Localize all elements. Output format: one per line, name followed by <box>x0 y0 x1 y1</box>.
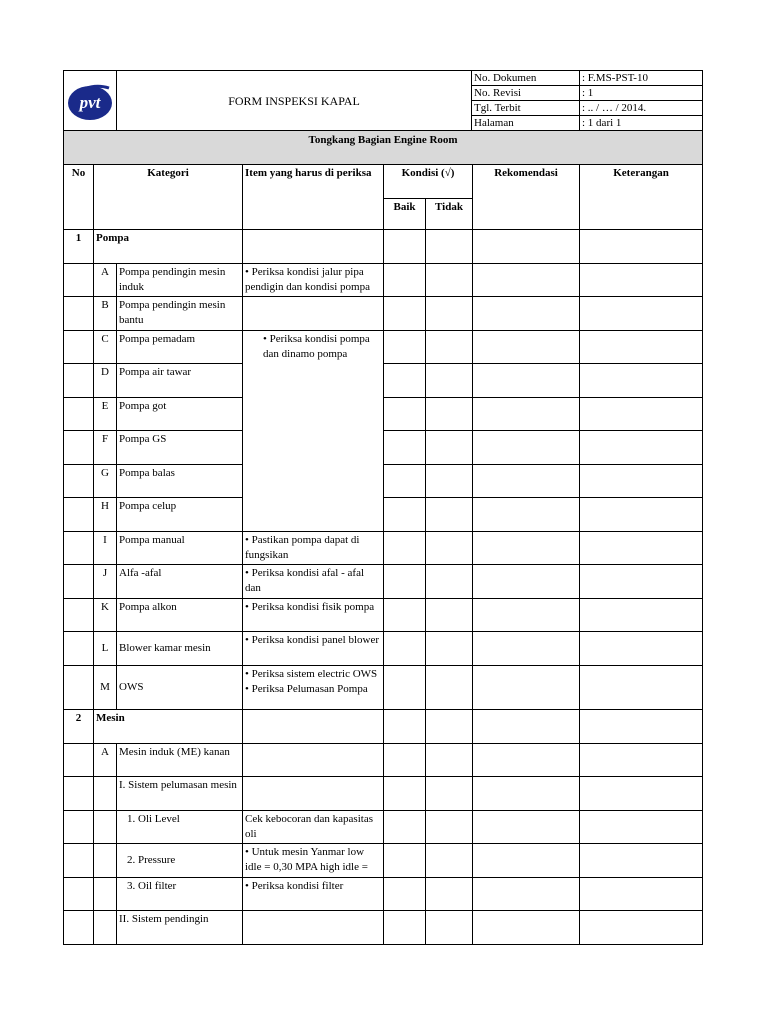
meta-label: Halaman <box>472 116 580 131</box>
baik-checkbox[interactable] <box>384 878 426 911</box>
baik-checkbox[interactable] <box>384 297 426 331</box>
item-cell: Cek kebocoran dan kapasitas oli <box>243 811 384 844</box>
keterangan-field[interactable] <box>580 911 703 945</box>
no-cell <box>64 498 94 532</box>
meta-label: No. Revisi <box>472 86 580 101</box>
item-cell <box>243 297 384 331</box>
keterangan-field[interactable] <box>580 599 703 632</box>
no-cell <box>64 364 94 398</box>
baik-checkbox[interactable] <box>384 331 426 364</box>
rekomendasi-field[interactable] <box>473 331 580 364</box>
no-cell <box>64 431 94 465</box>
baik-checkbox[interactable] <box>384 465 426 498</box>
row-letter: G <box>94 465 117 498</box>
row-letter: L <box>94 632 117 666</box>
tidak-checkbox[interactable] <box>426 811 473 844</box>
kategori-cell: Pompa GS <box>117 431 243 465</box>
tidak-checkbox[interactable] <box>426 911 473 945</box>
no-cell <box>64 744 94 777</box>
rekomendasi-field[interactable] <box>473 811 580 844</box>
col-item: Item yang harus di periksa <box>243 165 384 230</box>
row-letter: F <box>94 431 117 465</box>
col-baik: Baik <box>384 199 426 230</box>
col-rekomendasi: Rekomendasi <box>473 165 580 230</box>
row-letter: C <box>94 331 117 364</box>
rekomendasi-field[interactable] <box>473 230 580 264</box>
keterangan-field[interactable] <box>580 230 703 264</box>
keterangan-field[interactable] <box>580 297 703 331</box>
inspection-table <box>63 130 703 945</box>
kategori-cell: Pompa got <box>117 398 243 431</box>
row-letter: H <box>94 498 117 532</box>
row-letter: B <box>94 297 117 331</box>
keterangan-field[interactable] <box>580 532 703 565</box>
no-cell <box>64 599 94 632</box>
kategori-cell: Pompa pendingin mesin induk <box>117 264 243 297</box>
no-cell <box>64 878 94 911</box>
keterangan-field[interactable] <box>580 878 703 911</box>
baik-checkbox[interactable] <box>384 498 426 532</box>
item-cell <box>243 777 384 811</box>
row-letter: A <box>94 264 117 297</box>
baik-checkbox[interactable] <box>384 811 426 844</box>
no-cell <box>64 565 94 599</box>
baik-checkbox[interactable] <box>384 431 426 465</box>
tidak-checkbox[interactable] <box>426 364 473 398</box>
meta-value: : .. / … / 2014. <box>580 101 703 116</box>
item-line: • Periksa sistem electric OWS <box>245 668 378 680</box>
item-cell: • Periksa kondisi afal - afal dan <box>243 565 384 599</box>
baik-checkbox[interactable] <box>384 632 426 666</box>
baik-checkbox[interactable] <box>384 565 426 599</box>
letter-cell <box>94 878 117 911</box>
pvt-logo-icon <box>65 74 115 124</box>
row-letter: M <box>94 666 117 710</box>
baik-checkbox[interactable] <box>384 230 426 264</box>
kategori-cell: OWS <box>117 666 243 710</box>
letter-cell <box>94 777 117 811</box>
section-name: Mesin <box>94 710 243 744</box>
meta-label: No. Dokumen <box>472 71 580 86</box>
item-cell: • Periksa kondisi fisik pompa <box>243 599 384 632</box>
rekomendasi-field[interactable] <box>473 264 580 297</box>
baik-checkbox[interactable] <box>384 364 426 398</box>
keterangan-field[interactable] <box>580 364 703 398</box>
keterangan-field[interactable] <box>580 777 703 811</box>
item-cell: • Periksa kondisi jalur pipa pendigin dan kondisi pompa <box>243 264 384 297</box>
letter-cell <box>94 911 117 945</box>
no-cell <box>64 777 94 811</box>
baik-checkbox[interactable] <box>384 599 426 632</box>
no-cell <box>64 811 94 844</box>
item-cell <box>243 666 384 710</box>
kategori-cell: Pompa pendingin mesin bantu <box>117 297 243 331</box>
rekomendasi-field[interactable] <box>473 498 580 532</box>
keterangan-field[interactable] <box>580 565 703 599</box>
rekomendasi-field[interactable] <box>473 710 580 744</box>
item-cell <box>243 744 384 777</box>
col-kondisi: Kondisi (√) <box>384 165 473 199</box>
rekomendasi-field[interactable] <box>473 632 580 666</box>
no-cell <box>64 331 94 364</box>
section-no: 2 <box>64 710 94 744</box>
item-line: • Periksa Pelumasan Pompa <box>245 683 368 695</box>
item-cell: • Periksa kondisi panel blower <box>243 632 384 666</box>
rekomendasi-field[interactable] <box>473 565 580 599</box>
letter-cell <box>94 844 117 878</box>
tidak-checkbox[interactable] <box>426 230 473 264</box>
item-cell-merged: • Periksa kondisi pompa dan dinamo pompa <box>243 331 384 532</box>
kategori-cell: Pompa manual <box>117 532 243 565</box>
tidak-checkbox[interactable] <box>426 744 473 777</box>
tidak-checkbox[interactable] <box>426 777 473 811</box>
tidak-checkbox[interactable] <box>426 710 473 744</box>
meta-value: : F.MS-PST-10 <box>580 71 703 86</box>
no-cell <box>64 465 94 498</box>
keterangan-field[interactable] <box>580 331 703 364</box>
row-letter: E <box>94 398 117 431</box>
item-cell <box>243 230 384 264</box>
no-cell <box>64 264 94 297</box>
kategori-cell: 2. Pressure <box>117 844 243 878</box>
keterangan-field[interactable] <box>580 264 703 297</box>
tidak-checkbox[interactable] <box>426 264 473 297</box>
tidak-checkbox[interactable] <box>426 666 473 710</box>
kategori-cell: Mesin induk (ME) kanan <box>117 744 243 777</box>
rekomendasi-field[interactable] <box>473 666 580 710</box>
rekomendasi-field[interactable] <box>473 297 580 331</box>
item-cell <box>243 911 384 945</box>
meta-label: Tgl. Terbit <box>472 101 580 116</box>
row-letter: J <box>94 565 117 599</box>
form-title: FORM INSPEKSI KAPAL <box>117 71 472 131</box>
row-letter: K <box>94 599 117 632</box>
keterangan-field[interactable] <box>580 431 703 465</box>
company-logo <box>64 71 117 131</box>
keterangan-field[interactable] <box>580 632 703 666</box>
kategori-cell: II. Sistem pendingin <box>117 911 243 945</box>
section-title: Tongkang Bagian Engine Room <box>64 131 703 165</box>
kategori-cell: Blower kamar mesin <box>117 632 243 666</box>
keterangan-field[interactable] <box>580 666 703 710</box>
keterangan-field[interactable] <box>580 811 703 844</box>
kategori-cell: I. Sistem pelumasan mesin <box>117 777 243 811</box>
tidak-checkbox[interactable] <box>426 632 473 666</box>
baik-checkbox[interactable] <box>384 710 426 744</box>
section-name: Pompa <box>94 230 243 264</box>
rekomendasi-field[interactable] <box>473 431 580 465</box>
tidak-checkbox[interactable] <box>426 297 473 331</box>
kategori-cell: Pompa alkon <box>117 599 243 632</box>
rekomendasi-field[interactable] <box>473 844 580 878</box>
keterangan-field[interactable] <box>580 465 703 498</box>
col-tidak: Tidak <box>426 199 473 230</box>
rekomendasi-field[interactable] <box>473 532 580 565</box>
baik-checkbox[interactable] <box>384 264 426 297</box>
keterangan-field[interactable] <box>580 398 703 431</box>
rekomendasi-field[interactable] <box>473 878 580 911</box>
tidak-checkbox[interactable] <box>426 565 473 599</box>
tidak-checkbox[interactable] <box>426 331 473 364</box>
col-kategori: Kategori <box>94 165 243 230</box>
section-no: 1 <box>64 230 94 264</box>
baik-checkbox[interactable] <box>384 398 426 431</box>
baik-checkbox[interactable] <box>384 744 426 777</box>
baik-checkbox[interactable] <box>384 666 426 710</box>
rekomendasi-field[interactable] <box>473 599 580 632</box>
item-cell <box>243 710 384 744</box>
kategori-cell: Pompa balas <box>117 465 243 498</box>
baik-checkbox[interactable] <box>384 532 426 565</box>
rekomendasi-field[interactable] <box>473 777 580 811</box>
tidak-checkbox[interactable] <box>426 599 473 632</box>
keterangan-field[interactable] <box>580 844 703 878</box>
row-letter: I <box>94 532 117 565</box>
col-keterangan: Keterangan <box>580 165 703 230</box>
item-cell: • Untuk mesin Yanmar low idle = 0,30 MPA high idle = <box>243 844 384 878</box>
kategori-cell: Pompa celup <box>117 498 243 532</box>
baik-checkbox[interactable] <box>384 911 426 945</box>
rekomendasi-field[interactable] <box>473 364 580 398</box>
tidak-checkbox[interactable] <box>426 532 473 565</box>
tidak-checkbox[interactable] <box>426 878 473 911</box>
no-cell <box>64 844 94 878</box>
no-cell <box>64 398 94 431</box>
keterangan-field[interactable] <box>580 710 703 744</box>
item-cell: • Pastikan pompa dapat di fungsikan <box>243 532 384 565</box>
meta-value: : 1 dari 1 <box>580 116 703 131</box>
kategori-cell: 1. Oli Level <box>117 811 243 844</box>
item-cell: • Periksa kondisi filter <box>243 878 384 911</box>
no-cell <box>64 532 94 565</box>
keterangan-field[interactable] <box>580 498 703 532</box>
no-cell <box>64 632 94 666</box>
form-header <box>63 70 703 131</box>
baik-checkbox[interactable] <box>384 777 426 811</box>
letter-cell <box>94 811 117 844</box>
tidak-checkbox[interactable] <box>426 465 473 498</box>
keterangan-field[interactable] <box>580 744 703 777</box>
baik-checkbox[interactable] <box>384 844 426 878</box>
tidak-checkbox[interactable] <box>426 431 473 465</box>
tidak-checkbox[interactable] <box>426 398 473 431</box>
meta-value: : 1 <box>580 86 703 101</box>
tidak-checkbox[interactable] <box>426 498 473 532</box>
tidak-checkbox[interactable] <box>426 844 473 878</box>
kategori-cell: 3. Oil filter <box>117 878 243 911</box>
row-letter: D <box>94 364 117 398</box>
logo-text: pvt <box>79 92 101 112</box>
rekomendasi-field[interactable] <box>473 911 580 945</box>
kategori-cell: Pompa pemadam <box>117 331 243 364</box>
rekomendasi-field[interactable] <box>473 465 580 498</box>
rekomendasi-field[interactable] <box>473 398 580 431</box>
rekomendasi-field[interactable] <box>473 744 580 777</box>
no-cell <box>64 666 94 710</box>
kategori-cell: Pompa air tawar <box>117 364 243 398</box>
kategori-cell: Alfa -afal <box>117 565 243 599</box>
no-cell <box>64 297 94 331</box>
row-letter: A <box>94 744 117 777</box>
col-no: No <box>64 165 94 230</box>
no-cell <box>64 911 94 945</box>
